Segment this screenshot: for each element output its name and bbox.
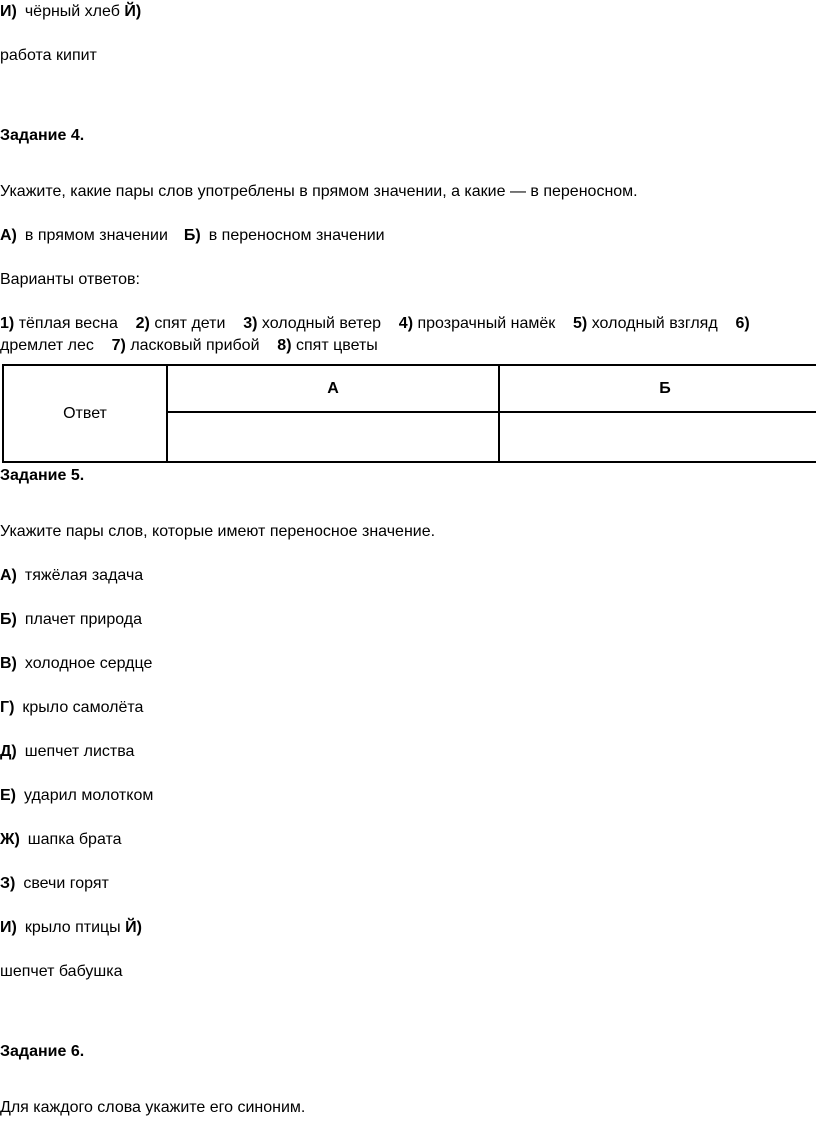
category-text: в прямом значении (24, 227, 168, 244)
option-number: 2) (135, 315, 150, 332)
option-number: 5) (573, 315, 588, 332)
list-item (0, 610, 142, 630)
item-text: тяжёлая задача (24, 567, 144, 584)
item-text: плачет природа (24, 611, 143, 628)
item-text: ударил молотком (24, 787, 154, 804)
option-text: ласковый прибой (130, 337, 260, 354)
item-text: крыло птицы (24, 919, 121, 936)
item-letter: И) (0, 3, 17, 20)
item-text: свечи горят (23, 875, 109, 892)
item-text: шапка брата (27, 831, 122, 848)
option-number: 7) (111, 337, 126, 354)
option-text: прозрачный намёк (417, 315, 556, 332)
task-4-instruction: Укажите, какие пары слов употреблены в прямом значении, а какие — в переносном. (0, 183, 638, 200)
option-text: холодный ветер (261, 315, 382, 332)
option-number: 6) (735, 315, 750, 332)
list-item (0, 698, 143, 718)
option-number: 3) (243, 315, 258, 332)
answer-row-label: Ответ (3, 365, 167, 462)
item-text: шепчет листва (24, 743, 135, 760)
item-text: шепчет бабушка (0, 963, 123, 980)
item-letter: Й) (125, 919, 142, 936)
option-text: холодный взгляд (591, 315, 718, 332)
list-item (0, 786, 153, 806)
list-item (0, 830, 122, 850)
item-letter: В) (0, 655, 17, 672)
option-number: 1) (0, 315, 15, 332)
item-text: работа кипит (0, 47, 97, 64)
options-list (0, 313, 780, 357)
option-number: 8) (277, 337, 292, 354)
task-5-title: Задание 5. (0, 467, 85, 484)
list-item (0, 2, 141, 22)
task-6-title: Задание 6. (0, 1043, 85, 1060)
list-item (0, 918, 142, 938)
task-4-title: Задание 4. (0, 127, 85, 144)
item-letter: З) (0, 875, 16, 892)
list-item (0, 566, 143, 586)
option-number: 4) (398, 315, 414, 332)
task-5-instruction: Укажите пары слов, которые имеют переносное значение. (0, 523, 436, 540)
item-letter: Ж) (0, 831, 20, 848)
category-letter: А) (0, 227, 17, 244)
variants-label: Варианты ответов: (0, 271, 140, 288)
category-letter: Б) (183, 227, 201, 244)
column-header-b: Б (499, 365, 816, 412)
list-item (0, 654, 152, 674)
item-letter: А) (0, 567, 17, 584)
task-4-categories (0, 226, 385, 246)
item-letter: Б) (0, 611, 17, 628)
option-text: дремлет лес (0, 337, 94, 354)
item-letter: Г) (0, 699, 15, 716)
list-item (0, 742, 134, 762)
item-letter: Е) (0, 787, 16, 804)
task-6-instruction: Для каждого слова укажите его синоним. (0, 1099, 306, 1116)
item-text: холодное сердце (24, 655, 153, 672)
option-text: тёплая весна (18, 315, 118, 332)
option-text: спят цветы (295, 337, 378, 354)
option-text: спят дети (154, 315, 226, 332)
column-header-a: А (167, 365, 499, 412)
list-item (0, 874, 109, 894)
category-text: в переносном значении (208, 227, 385, 244)
answer-cell-b[interactable] (499, 412, 816, 462)
item-text: чёрный хлеб (24, 3, 120, 20)
item-letter: Д) (0, 743, 17, 760)
answer-cell-a[interactable] (167, 412, 499, 462)
answer-table (2, 364, 816, 463)
item-text: крыло самолёта (22, 699, 144, 716)
item-letter: Й) (124, 3, 142, 20)
item-letter: И) (0, 919, 17, 936)
